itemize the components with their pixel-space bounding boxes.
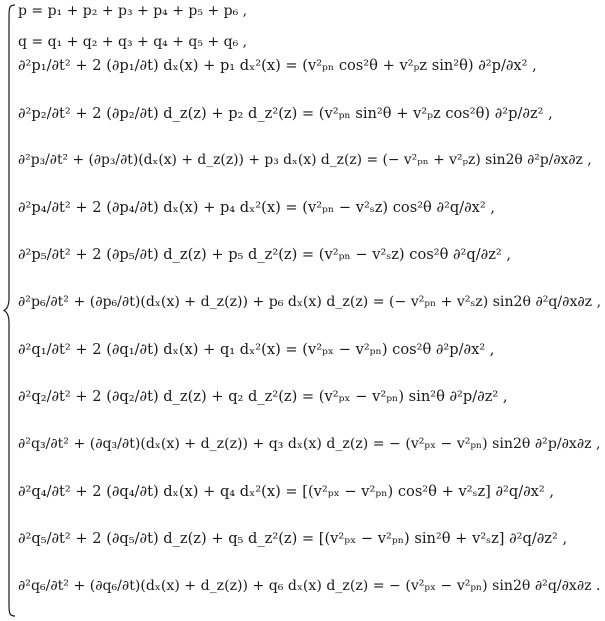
equation-q-sum: q = q₁ + q₂ + q₃ + q₄ + q₅ + q₆ , bbox=[18, 34, 248, 50]
equation-p-sum: p = p₁ + p₂ + p₃ + p₄ + p₅ + p₆ , bbox=[18, 3, 248, 19]
equation-p6: ∂²p₆/∂t² + (∂p₆/∂t)(dₓ(x) + d_z(z)) + p₆ dₓ(x) d_z(z) = (− v²ₚₙ + v²ₛz) sin2θ ∂²q/∂x∂z , bbox=[18, 294, 602, 310]
equation-q3: ∂²q₃/∂t² + (∂q₃/∂t)(dₓ(x) + d_z(z)) + q₃ dₓ(x) d_z(z) = − (v²ₚₓ − v²ₚₙ) sin2θ ∂²p/∂x∂z , bbox=[18, 436, 601, 452]
equation-q5: ∂²q₅/∂t² + 2 (∂q₅/∂t) d_z(z) + q₅ d_z²(z) = [(v²ₚₓ − v²ₚₙ) sin²θ + v²ₛz] ∂²q/∂z² , bbox=[18, 530, 568, 547]
equation-p2: ∂²p₂/∂t² + 2 (∂p₂/∂t) d_z(z) + p₂ d_z²(z) = (v²ₚₙ sin²θ + v²ₚz cos²θ) ∂²p/∂z² , bbox=[18, 105, 553, 122]
equation-p3: ∂²p₃/∂t² + (∂p₃/∂t)(dₓ(x) + d_z(z)) + p₃ dₓ(x) d_z(z) = (− v²ₚₙ + v²ₚz) sin2θ ∂²p/∂x∂z , bbox=[18, 152, 592, 168]
equation-q2: ∂²q₂/∂t² + 2 (∂q₂/∂t) d_z(z) + q₂ d_z²(z) = (v²ₚₓ − v²ₚₙ) sin²θ ∂²p/∂z² , bbox=[18, 388, 508, 405]
equation-q1: ∂²q₁/∂t² + 2 (∂q₁/∂t) dₓ(x) + q₁ dₓ²(x) = (v²ₚₓ − v²ₚₙ) cos²θ ∂²p/∂x² , bbox=[18, 341, 495, 358]
equation-q4: ∂²q₄/∂t² + 2 (∂q₄/∂t) dₓ(x) + q₄ dₓ²(x) = [(v²ₚₓ − v²ₚₙ) cos²θ + v²ₛz] ∂²q/∂x² , bbox=[18, 483, 555, 500]
equation-p1: ∂²p₁/∂t² + 2 (∂p₁/∂t) dₓ(x) + p₁ dₓ²(x) = (v²ₚₙ cos²θ + v²ₚz sin²θ) ∂²p/∂x² , bbox=[18, 57, 537, 74]
equation-q6: ∂²q₆/∂t² + (∂q₆/∂t)(dₓ(x) + d_z(z)) + q₆ dₓ(x) d_z(z) = − (v²ₚₓ − v²ₚₙ) sin2θ ∂²q/∂x∂z . bbox=[18, 578, 601, 594]
equation-p5: ∂²p₅/∂t² + 2 (∂p₅/∂t) d_z(z) + p₅ d_z²(z) = (v²ₚₙ − v²ₛz) cos²θ ∂²q/∂z² , bbox=[18, 246, 512, 263]
left-brace bbox=[3, 4, 17, 617]
equation-p4: ∂²p₄/∂t² + 2 (∂p₄/∂t) dₓ(x) + p₄ dₓ²(x) = (v²ₚₙ − v²ₛz) cos²θ ∂²q/∂x² , bbox=[18, 199, 496, 216]
